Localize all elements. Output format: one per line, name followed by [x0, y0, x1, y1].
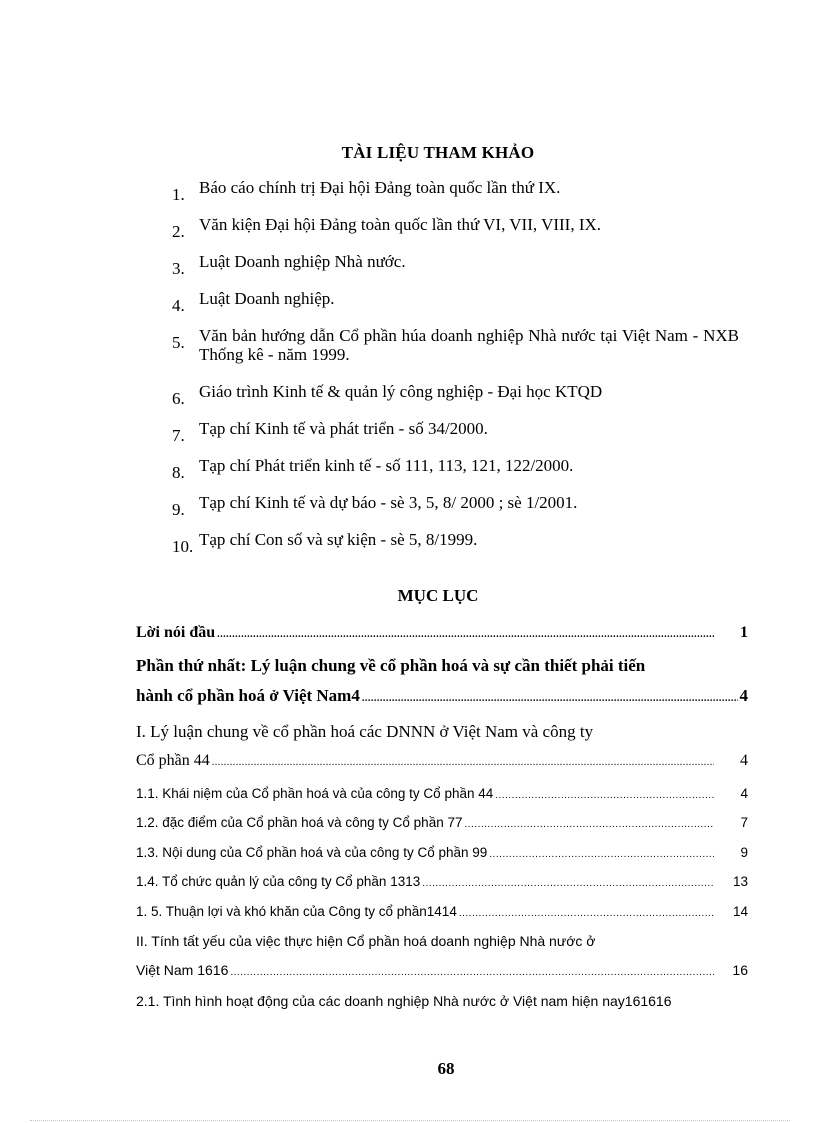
toc-entry[interactable] — [136, 624, 748, 642]
reference-text: Tạp chí Kinh tế và dự báo - sè 3, 5, 8/ 2000 ; sè 1/2001. — [199, 493, 578, 512]
toc-leader — [215, 629, 714, 640]
reference-item — [172, 289, 739, 315]
toc-entry-label: Lời nói đầu — [136, 624, 216, 641]
toc-entry[interactable] — [136, 993, 776, 1009]
footer-divider — [30, 1120, 790, 1121]
toc-page-number: 7 — [740, 815, 748, 830]
toc-entry-label: hành cổ phần hoá ở Việt Nam4 — [136, 686, 360, 705]
reference-number: 3. — [172, 259, 185, 278]
toc-page-number: 9 — [740, 845, 748, 860]
toc-page-number: 13 — [732, 874, 748, 889]
reference-text: Luật Doanh nghiệp. — [199, 289, 335, 308]
toc-page-number: 4 — [739, 686, 748, 705]
toc-leader — [462, 819, 714, 830]
references-title: TÀI LIỆU THAM KHẢO — [341, 143, 535, 162]
reference-item — [172, 178, 739, 204]
toc-leader — [210, 757, 714, 768]
reference-item — [172, 456, 739, 482]
toc-entry[interactable] — [136, 815, 748, 830]
reference-item — [172, 382, 739, 408]
toc-entry-label: Cổ phần 44 — [136, 752, 210, 769]
toc-entry-line: II. Tính tất yếu của việc thực hiện Cổ phần hoá doanh nghiệp Nhà nước ở — [136, 933, 596, 949]
reference-number: 2. — [172, 222, 185, 241]
toc-entry-label: 1. 5. Thuận lợi và khó khăn của Công ty cổ phần1414 — [136, 904, 457, 919]
toc-entry-label: 1.3. Nội dung của Cổ phần hoá và của công ty Cổ phần 99 — [136, 845, 488, 860]
reference-number: 5. — [172, 333, 185, 352]
toc-entry-label: 1.1. Khái niệm của Cổ phần hoá và của công ty Cổ phần 44 — [136, 786, 494, 801]
toc-entry-label: Việt Nam 1616 — [136, 962, 229, 978]
toc-entry[interactable] — [136, 656, 748, 706]
reference-text: Báo cáo chính trị Đại hội Đảng toàn quốc lần thứ IX. — [199, 178, 561, 197]
toc-entry-label: 1.2. đặc điểm của Cổ phần hoá và công ty Cổ phần 77 — [136, 815, 463, 830]
toc-leader — [360, 693, 738, 704]
references-list — [172, 178, 739, 567]
reference-number: 6. — [172, 389, 185, 408]
reference-text: Văn kiện Đại hội Đảng toàn quốc lần thứ VI, VII, VIII, IX. — [199, 215, 602, 234]
reference-number: 4. — [172, 296, 185, 315]
toc-entry-line: I. Lý luận chung về cổ phần hoá các DNNN ở Việt Nam và công ty — [136, 722, 594, 741]
reference-item — [172, 419, 739, 445]
toc-entry[interactable] — [136, 722, 748, 770]
toc-page-number: 14 — [732, 904, 748, 919]
toc-page-number: 1 — [740, 624, 748, 641]
reference-item — [172, 493, 739, 519]
reference-item — [172, 252, 739, 278]
toc-entry-label: 2.1. Tình hình hoạt động của các doanh nghiệp Nhà nước ở Việt nam hiện nay161616 — [136, 993, 672, 1009]
toc-leader — [487, 849, 714, 860]
toc-leader — [457, 908, 714, 919]
toc-leader — [493, 790, 714, 801]
reference-item — [172, 326, 739, 364]
reference-item — [172, 530, 739, 556]
reference-text: Tạp chí Phát triển kinh tế - số 111, 113, 121, 122/2000. — [199, 456, 574, 475]
toc-page-number: 16 — [732, 962, 748, 978]
toc-page-number: 4 — [740, 786, 748, 801]
toc-leader — [420, 878, 714, 889]
toc-entry-label: 1.4. Tổ chức quản lý của công ty Cổ phần 1313 — [136, 874, 421, 889]
reference-number: 8. — [172, 463, 185, 482]
toc-entry[interactable] — [136, 904, 748, 919]
reference-text: Giáo trình Kinh tế & quản lý công nghiệp - Đại học KTQD — [199, 382, 603, 401]
toc-entry[interactable] — [136, 786, 748, 801]
toc-page-number: 4 — [740, 752, 748, 769]
reference-number: 7. — [172, 426, 185, 445]
reference-text: Luật Doanh nghiệp Nhà nước. — [199, 252, 406, 271]
reference-item — [172, 215, 739, 241]
toc-leader — [228, 967, 714, 978]
reference-number: 1. — [172, 185, 185, 204]
toc-entry[interactable] — [136, 874, 748, 889]
reference-text: Tạp chí Con số và sự kiện - sè 5, 8/1999. — [199, 530, 478, 549]
toc-entry[interactable] — [136, 845, 748, 860]
toc-entry-line: Phần thứ nhất: Lý luận chung về cổ phần hoá và sự cần thiết phải tiến — [136, 656, 646, 675]
page-number: 68 — [437, 1059, 455, 1078]
toc-title: MỤC LỤC — [397, 586, 479, 605]
reference-number: 9. — [172, 500, 185, 519]
toc-entry[interactable] — [136, 933, 748, 978]
reference-number: 10. — [172, 537, 194, 556]
reference-text: Tạp chí Kinh tế và phát triển - số 34/2000. — [199, 419, 488, 438]
reference-text: Văn bản hướng dẫn Cổ phần húa doanh nghiệp Nhà nước tại Việt Nam - NXB Thống kê - năm 1999. — [199, 326, 739, 364]
